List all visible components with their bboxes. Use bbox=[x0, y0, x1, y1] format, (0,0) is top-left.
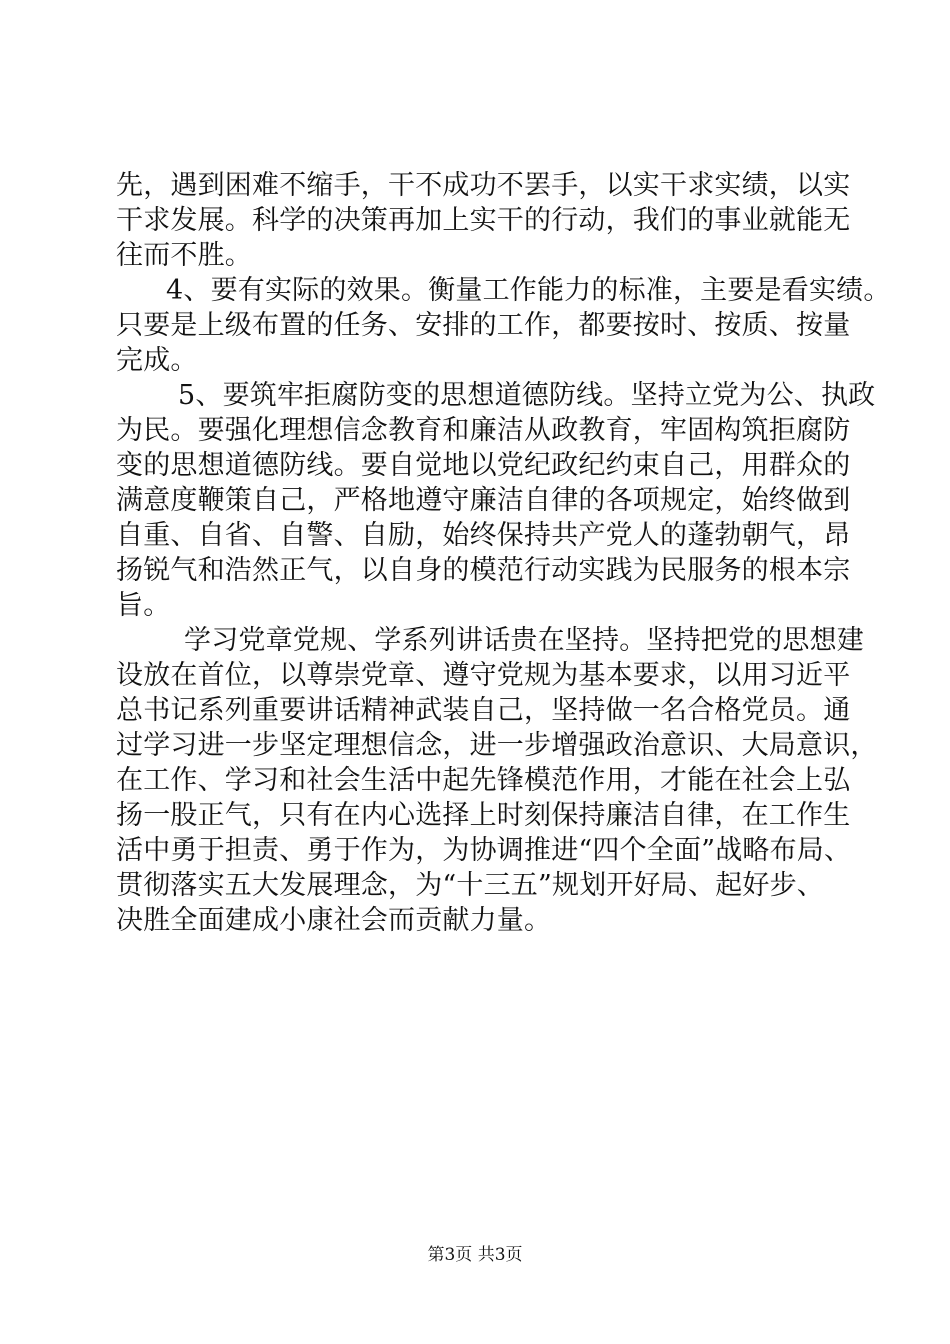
text-line: 决胜全面建成小康社会而贡献力量。 bbox=[116, 905, 552, 936]
text-line: 自重、自省、自警、自励，始终保持共产党人的蓬勃朝气，昂 bbox=[116, 520, 851, 551]
document-body bbox=[116, 168, 891, 938]
text-line: 变的思想道德防线。要自觉地以党纪政纪约束自己，用群众的 bbox=[116, 450, 851, 481]
text-line: 活中勇于担责、勇于作为，为协调推进“四个全面”战略布局、 bbox=[116, 835, 852, 866]
text-line: 满意度鞭策自己，严格地遵守廉洁自律的各项规定，始终做到 bbox=[116, 485, 851, 516]
text-line: 只要是上级布置的任务、安排的工作，都要按时、按质、按量 bbox=[116, 310, 851, 341]
text-line: 完成。 bbox=[116, 345, 198, 376]
text-line: 设放在首位，以尊崇党章、遵守党规为基本要求，以用习近平 bbox=[116, 660, 851, 691]
page-footer bbox=[0, 1244, 950, 1266]
text-line: 扬锐气和浩然正气，以自身的模范行动实践为民服务的根本宗 bbox=[116, 555, 851, 586]
text-line: 5、要筑牢拒腐防变的思想道德防线。坚持立党为公、执政 bbox=[178, 380, 876, 411]
text-line: 4、要有实际的效果。衡量工作能力的标准，主要是看实绩。 bbox=[166, 275, 891, 306]
text-line: 为民。要强化理想信念教育和廉洁从政教育，牢固构筑拒腐防 bbox=[116, 415, 851, 446]
text-line: 贯彻落实五大发展理念，为“十三五”规划开好局、起好步、 bbox=[116, 870, 825, 901]
text-line: 总书记系列重要讲话精神武装自己，坚持做一名合格党员。通 bbox=[116, 695, 851, 726]
text-line: 学习党章党规、学系列讲话贵在坚持。坚持把党的思想建 bbox=[184, 625, 864, 656]
text-line: 往而不胜。 bbox=[116, 240, 252, 271]
text-line: 旨。 bbox=[116, 590, 171, 621]
text-line: 先，遇到困难不缩手，干不成功不罢手，以实干求实绩，以实 bbox=[116, 170, 851, 201]
text-line: 过学习进一步坚定理想信念，进一步增强政治意识、大局意识， bbox=[116, 730, 878, 761]
text-line: 干求发展。科学的决策再加上实干的行动，我们的事业就能无 bbox=[116, 205, 851, 236]
page-number: 第3页 共3页 bbox=[427, 1245, 523, 1265]
text-line: 在工作、学习和社会生活中起先锋模范作用，才能在社会上弘 bbox=[116, 765, 851, 796]
text-line: 扬一股正气，只有在内心选择上时刻保持廉洁自律，在工作生 bbox=[116, 800, 851, 831]
